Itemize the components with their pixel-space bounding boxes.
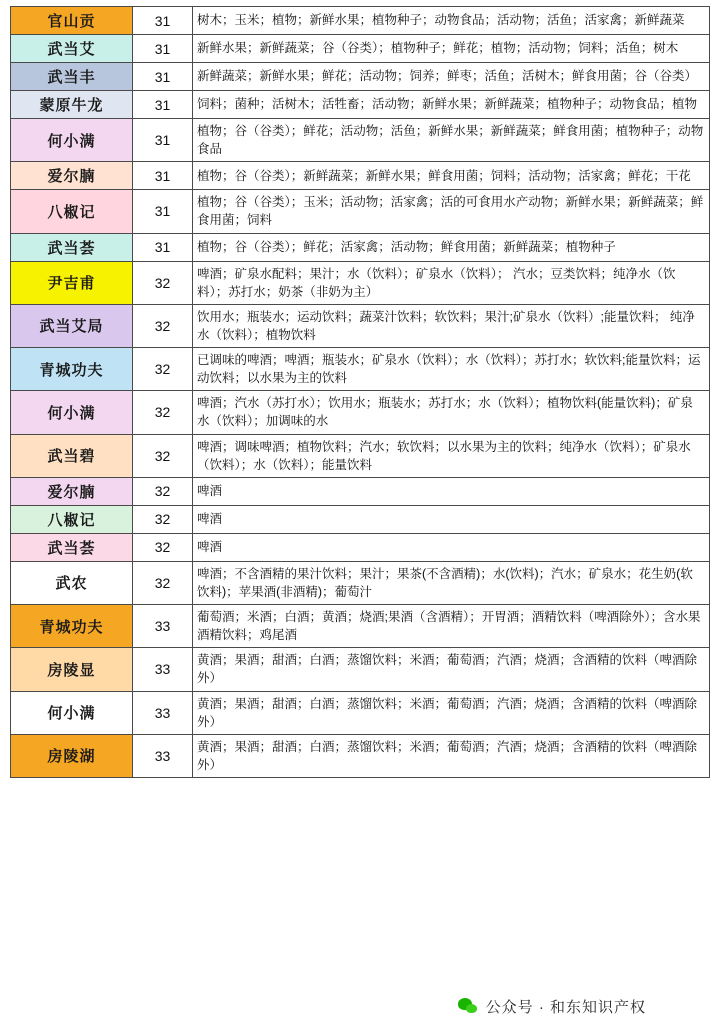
cell-class-number: 31 <box>133 233 193 261</box>
cell-brand-name: 爱尔腩 <box>11 477 133 505</box>
cell-goods-list: 啤酒 <box>193 505 710 533</box>
table-row <box>11 391 710 434</box>
cell-class-number: 31 <box>133 91 193 119</box>
cell-brand-name: 何小满 <box>11 391 133 434</box>
table-body <box>11 7 710 778</box>
table-row <box>11 691 710 734</box>
table-row <box>11 119 710 162</box>
cell-brand-name: 爱尔腩 <box>11 162 133 190</box>
cell-goods-list: 植物；谷（谷类）；玉米；活动物；活家禽；活的可食用水产动物；新鲜水果；新鲜蔬菜；鲜食用菌；饲料 <box>193 190 710 233</box>
table-row <box>11 434 710 477</box>
cell-class-number: 32 <box>133 391 193 434</box>
cell-class-number: 32 <box>133 348 193 391</box>
cell-brand-name: 蒙原牛龙 <box>11 91 133 119</box>
cell-brand-name: 青城功夫 <box>11 605 133 648</box>
cell-brand-name: 八椒记 <box>11 190 133 233</box>
cell-brand-name: 官山贡 <box>11 7 133 35</box>
cell-brand-name: 武当艾局 <box>11 304 133 347</box>
cell-goods-list: 饲料；菌种；活树木；活牲畜；活动物；新鲜水果；新鲜蔬菜；植物种子；动物食品；植物 <box>193 91 710 119</box>
cell-class-number: 31 <box>133 190 193 233</box>
cell-class-number: 32 <box>133 434 193 477</box>
table-row <box>11 505 710 533</box>
table-row <box>11 477 710 505</box>
cell-brand-name: 武当艾 <box>11 35 133 63</box>
cell-class-number: 32 <box>133 261 193 304</box>
cell-goods-list: 啤酒 <box>193 533 710 561</box>
cell-brand-name: 武当碧 <box>11 434 133 477</box>
cell-goods-list: 植物；谷（谷类）；新鲜蔬菜；新鲜水果；鲜食用菌；饲料；活动物；活家禽；鲜花；干花 <box>193 162 710 190</box>
cell-brand-name: 房陵湖 <box>11 734 133 777</box>
cell-goods-list: 黄酒；果酒；甜酒；白酒；蒸馏饮料；米酒；葡萄酒；汽酒；烧酒；含酒精的饮料（啤酒除外） <box>193 734 710 777</box>
wechat-official-account-icon <box>458 998 478 1015</box>
table-row <box>11 304 710 347</box>
cell-class-number: 31 <box>133 63 193 91</box>
cell-goods-list: 已调味的啤酒；啤酒；瓶装水；矿泉水（饮料）；水（饮料）；苏打水；软饮料;能量饮料；运动饮料；以水果为主的饮料 <box>193 348 710 391</box>
cell-class-number: 33 <box>133 734 193 777</box>
table-row <box>11 648 710 691</box>
cell-class-number: 32 <box>133 304 193 347</box>
cell-class-number: 32 <box>133 561 193 604</box>
cell-goods-list: 啤酒；矿泉水配料；果汁；水（饮料）；矿泉水（饮料）； 汽水；豆类饮料；纯净水（饮料）；苏打水；奶茶（非奶为主） <box>193 261 710 304</box>
table-row <box>11 533 710 561</box>
table-row <box>11 561 710 604</box>
cell-goods-list: 植物；谷（谷类）；鲜花；活家禽；活动物；鲜食用菌；新鲜蔬菜；植物种子 <box>193 233 710 261</box>
table-row <box>11 348 710 391</box>
cell-class-number: 32 <box>133 477 193 505</box>
cell-brand-name: 何小满 <box>11 119 133 162</box>
cell-class-number: 33 <box>133 605 193 648</box>
cell-brand-name: 何小满 <box>11 691 133 734</box>
cell-goods-list: 植物；谷（谷类）；鲜花；活动物；活鱼；新鲜水果；新鲜蔬菜；鲜食用菌；植物种子；动物食品 <box>193 119 710 162</box>
cell-brand-name: 武当荟 <box>11 233 133 261</box>
cell-goods-list: 黄酒；果酒；甜酒；白酒；蒸馏饮料；米酒；葡萄酒；汽酒；烧酒；含酒精的饮料（啤酒除外） <box>193 691 710 734</box>
table-row <box>11 35 710 63</box>
table-row <box>11 734 710 777</box>
cell-goods-list: 新鲜蔬菜；新鲜水果；鲜花；活动物；饲养；鲜枣；活鱼；活树木；鲜食用菌；谷（谷类） <box>193 63 710 91</box>
cell-goods-list: 啤酒；调味啤酒；植物饮料；汽水；软饮料；以水果为主的饮料；纯净水（饮料）；矿泉水（饮料）；水（饮料）；能量饮料 <box>193 434 710 477</box>
cell-goods-list: 新鲜水果；新鲜蔬菜；谷（谷类）；植物种子；鲜花；植物；活动物；饲料；活鱼；树木 <box>193 35 710 63</box>
table-row <box>11 233 710 261</box>
cell-goods-list: 树木；玉米；植物；新鲜水果；植物种子；动物食品；活动物；活鱼；活家禽；新鲜蔬菜 <box>193 7 710 35</box>
cell-class-number: 32 <box>133 533 193 561</box>
cell-class-number: 31 <box>133 7 193 35</box>
table-row <box>11 7 710 35</box>
cell-brand-name: 房陵显 <box>11 648 133 691</box>
cell-class-number: 33 <box>133 691 193 734</box>
table-row <box>11 605 710 648</box>
watermark <box>458 996 720 1017</box>
cell-brand-name: 武农 <box>11 561 133 604</box>
table-row <box>11 261 710 304</box>
cell-class-number: 31 <box>133 119 193 162</box>
table-row <box>11 162 710 190</box>
table-row <box>11 190 710 233</box>
footer-bar <box>0 988 720 1024</box>
cell-class-number: 32 <box>133 505 193 533</box>
cell-class-number: 31 <box>133 35 193 63</box>
cell-brand-name: 武当丰 <box>11 63 133 91</box>
cell-goods-list: 啤酒 <box>193 477 710 505</box>
trademark-table <box>10 6 710 778</box>
cell-goods-list: 啤酒；汽水（苏打水）；饮用水；瓶装水；苏打水；水（饮料）；植物饮料(能量饮料)；矿泉水（饮料）；加调味的水 <box>193 391 710 434</box>
cell-brand-name: 八椒记 <box>11 505 133 533</box>
table-row <box>11 63 710 91</box>
cell-class-number: 33 <box>133 648 193 691</box>
table-row <box>11 91 710 119</box>
cell-goods-list: 黄酒；果酒；甜酒；白酒；蒸馏饮料；米酒；葡萄酒；汽酒；烧酒；含酒精的饮料（啤酒除外） <box>193 648 710 691</box>
cell-goods-list: 啤酒；不含酒精的果汁饮料；果汁；果茶(不含酒精)；水(饮料)；汽水；矿泉水；花生奶(软饮料)；苹果酒(非酒精)；葡萄汁 <box>193 561 710 604</box>
cell-brand-name: 尹吉甫 <box>11 261 133 304</box>
cell-brand-name: 武当荟 <box>11 533 133 561</box>
watermark-text: 公众号 · 和东知识产权 <box>485 998 646 1016</box>
cell-class-number: 31 <box>133 162 193 190</box>
cell-goods-list: 葡萄酒；米酒；白酒；黄酒；烧酒;果酒（含酒精）；开胃酒；酒精饮料（啤酒除外）；含水果酒精饮料；鸡尾酒 <box>193 605 710 648</box>
cell-brand-name: 青城功夫 <box>11 348 133 391</box>
cell-goods-list: 饮用水；瓶装水；运动饮料；蔬菜汁饮料；软饮料；果汁;矿泉水（饮料）;能量饮料； 纯净水（饮料）；植物饮料 <box>193 304 710 347</box>
